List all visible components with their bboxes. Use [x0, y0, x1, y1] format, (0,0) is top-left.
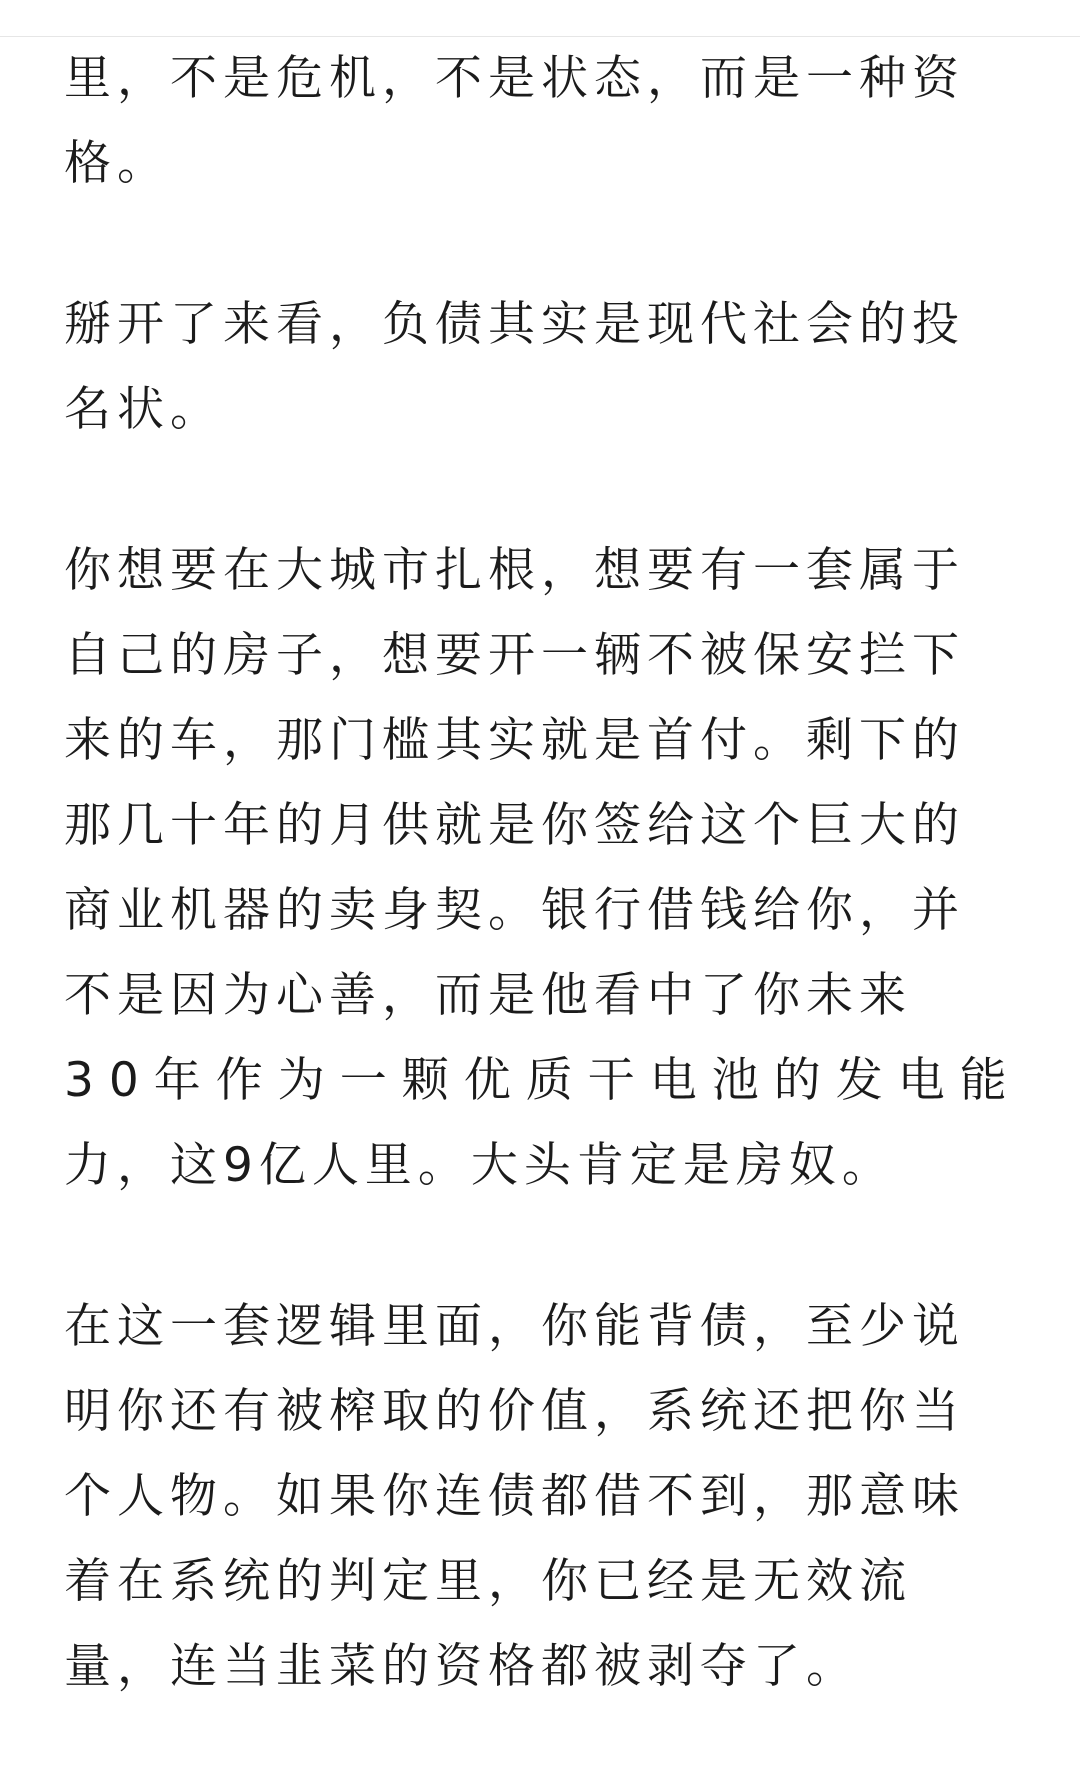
text-line: 掰开了来看，负债其实是现代社会的投	[64, 297, 965, 352]
paragraph-4	[64, 1284, 1024, 1709]
text-line: 名状。	[64, 382, 223, 437]
text-line: 量，连当韭菜的资格都被剥夺了。	[64, 1639, 859, 1694]
text-line: 那几十年的月供就是你签给这个巨大的	[64, 798, 965, 853]
text-line: 格。	[64, 136, 170, 191]
text-line: 个人物。如果你连债都借不到，那意味	[64, 1469, 965, 1524]
text-line: 着在系统的判定里，你已经是无效流	[64, 1554, 912, 1609]
article-body	[64, 36, 1024, 1785]
text-line: 自己的房子，想要开一辆不被保安拦下	[64, 628, 965, 683]
paragraph-2	[64, 282, 1024, 452]
text-line: 不是因为心善，而是他看中了你未来	[64, 968, 912, 1023]
paragraph-1	[64, 36, 1024, 206]
paragraph-3	[64, 528, 1024, 1208]
text-line: 你想要在大城市扎根，想要有一套属于	[64, 543, 965, 598]
text-line: 30年作为一颗优质干电池的发电能	[64, 1053, 1022, 1108]
text-line: 商业机器的卖身契。银行借钱给你，并	[64, 883, 965, 938]
text-line: 来的车，那门槛其实就是首付。剩下的	[64, 713, 965, 768]
text-line: 明你还有被榨取的价值，系统还把你当	[64, 1384, 965, 1439]
text-line: 力，这9亿人里。大头肯定是房奴。	[64, 1138, 895, 1193]
text-line: 在这一套逻辑里面，你能背债，至少说	[64, 1299, 965, 1354]
text-line: 里，不是危机，不是状态，而是一种资	[64, 51, 965, 106]
